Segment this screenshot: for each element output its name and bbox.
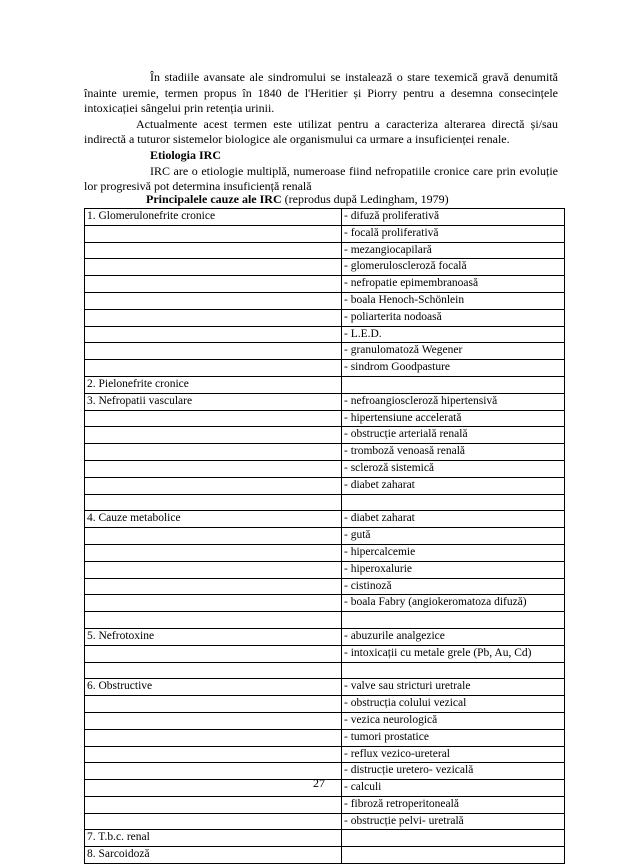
cause-cell <box>85 729 342 746</box>
table-row <box>85 427 565 444</box>
table-row <box>85 696 565 713</box>
cause-cell <box>85 612 342 629</box>
section-heading: Etiologia IRC <box>150 147 222 162</box>
table-row <box>85 444 565 461</box>
cause-cell <box>85 225 342 242</box>
detail-cell: - obstrucție pelvi- uretrală <box>342 813 565 830</box>
cause-cell: 5. Nefrotoxine <box>85 628 342 645</box>
cause-cell <box>85 242 342 259</box>
cause-cell <box>85 645 342 662</box>
cause-cell: 3. Nefropatii vasculare <box>85 393 342 410</box>
detail-cell: - granulomatoză Wegener <box>342 343 565 360</box>
cause-cell <box>85 746 342 763</box>
detail-cell <box>342 494 565 511</box>
page-number: 27 <box>313 776 325 790</box>
detail-cell: - intoxicații cu metale grele (Pb, Au, Cd) <box>342 645 565 662</box>
cause-cell: 7. T.b.c. renal <box>85 830 342 847</box>
table-row <box>85 376 565 393</box>
detail-cell: - reflux vezico-ureteral <box>342 746 565 763</box>
detail-cell: - diabet zaharat <box>342 477 565 494</box>
cause-cell <box>85 813 342 830</box>
cause-cell <box>85 561 342 578</box>
cause-cell <box>85 662 342 679</box>
table-row <box>85 544 565 561</box>
table-row <box>85 360 565 377</box>
table-row <box>85 578 565 595</box>
table-row <box>85 729 565 746</box>
detail-cell: - sindrom Goodpasture <box>342 360 565 377</box>
table-row <box>85 225 565 242</box>
table-row <box>85 746 565 763</box>
table-row <box>85 494 565 511</box>
table-row <box>85 460 565 477</box>
cause-cell <box>85 578 342 595</box>
detail-cell: - valve sau stricturi uretrale <box>342 679 565 696</box>
detail-cell: - calculi <box>342 780 565 797</box>
table-row <box>85 209 565 226</box>
table-row <box>85 679 565 696</box>
cause-cell: 8. Sarcoidoză <box>85 847 342 864</box>
table-row <box>85 511 565 528</box>
detail-cell: - hipercalcemie <box>342 544 565 561</box>
detail-cell: - mezangiocapilară <box>342 242 565 259</box>
table-row <box>85 477 565 494</box>
detail-cell: - difuză proliferativă <box>342 209 565 226</box>
table-row <box>85 628 565 645</box>
cause-cell <box>85 528 342 545</box>
cause-cell <box>85 544 342 561</box>
causes-table <box>84 208 565 864</box>
cause-cell <box>85 796 342 813</box>
table-row <box>85 830 565 847</box>
cause-cell <box>85 477 342 494</box>
paragraph-uremia: În stadiile avansate ale sindromului se instalează o stare texemică gravă denumită înainte uremie, termen propus în 1840 de l'Heritier și Piorry pentru a desemna consecințele intoxicației sângelui prin retenția urinii. <box>84 70 558 116</box>
caption-source: (reprodus după Ledingham, 1979) <box>281 192 449 206</box>
table-row <box>85 528 565 545</box>
cause-cell <box>85 696 342 713</box>
causes-table-body <box>85 209 565 864</box>
detail-cell <box>342 612 565 629</box>
detail-cell: - glomeruloscleroză focală <box>342 259 565 276</box>
table-row <box>85 813 565 830</box>
cause-cell <box>85 276 342 293</box>
table-row <box>85 410 565 427</box>
detail-cell: - obstrucție arterială renală <box>342 427 565 444</box>
cause-cell <box>85 292 342 309</box>
cause-cell: 4. Cauze metabolice <box>85 511 342 528</box>
detail-cell: - distrucție uretero- vezicală <box>342 763 565 780</box>
cause-cell <box>85 427 342 444</box>
detail-cell <box>342 830 565 847</box>
table-row <box>85 595 565 612</box>
table-row <box>85 393 565 410</box>
detail-cell: - scleroză sistemică <box>342 460 565 477</box>
detail-cell: - cistinoză <box>342 578 565 595</box>
table-row <box>85 309 565 326</box>
intro-text <box>84 70 558 195</box>
cause-cell: 6. Obstructive <box>85 679 342 696</box>
table-row <box>85 326 565 343</box>
paragraph-etiology: IRC are o etiologie multiplă, numeroase fiind nefropatiile cronice care prin evoluție lor progresivă pot determina insuficiență renală <box>84 163 558 194</box>
detail-cell: - tumori prostatice <box>342 729 565 746</box>
detail-cell: - boala Henoch-Schönlein <box>342 292 565 309</box>
detail-cell: - nefroangioscleroză hipertensivă <box>342 393 565 410</box>
detail-cell: - nefropatie epimembranoasă <box>342 276 565 293</box>
table-row <box>85 796 565 813</box>
cause-cell <box>85 309 342 326</box>
detail-cell: - tromboză venoasă renală <box>342 444 565 461</box>
detail-cell: - poliarterita nodoasă <box>342 309 565 326</box>
cause-cell <box>85 712 342 729</box>
cause-cell <box>85 460 342 477</box>
table-row <box>85 561 565 578</box>
detail-cell: - diabet zaharat <box>342 511 565 528</box>
detail-cell <box>342 376 565 393</box>
detail-cell: - obstrucția colului vezical <box>342 696 565 713</box>
detail-cell: - focală proliferativă <box>342 225 565 242</box>
table-row <box>85 612 565 629</box>
table-row <box>85 847 565 864</box>
detail-cell <box>342 662 565 679</box>
cause-cell <box>85 410 342 427</box>
cause-cell <box>85 444 342 461</box>
detail-cell: - abuzurile analgezice <box>342 628 565 645</box>
cause-cell <box>85 360 342 377</box>
detail-cell: - vezica neurologică <box>342 712 565 729</box>
detail-cell: - L.E.D. <box>342 326 565 343</box>
table-row <box>85 259 565 276</box>
table-row <box>85 343 565 360</box>
cause-cell <box>85 595 342 612</box>
cause-cell <box>85 343 342 360</box>
detail-cell: - gută <box>342 528 565 545</box>
cause-cell <box>85 326 342 343</box>
detail-cell: - boala Fabry (angiokeromatoza difuză) <box>342 595 565 612</box>
detail-cell: - hiperoxalurie <box>342 561 565 578</box>
table-caption <box>146 192 449 207</box>
table-row <box>85 292 565 309</box>
paragraph-current-usage: Actualmente acest termen este utilizat pentru a caracteriza alterarea directă și/sau indirectă a tuturor sistemelor biologice ale organismului ca urmare a insuficienței renale. <box>84 116 558 147</box>
detail-cell: - fibroză retroperitoneală <box>342 796 565 813</box>
cause-cell <box>85 494 342 511</box>
detail-cell: - hipertensiune accelerată <box>342 410 565 427</box>
table-row <box>85 242 565 259</box>
table-row <box>85 712 565 729</box>
caption-bold: Principalele cauze ale IRC <box>146 192 282 206</box>
cause-cell <box>85 259 342 276</box>
cause-cell: 1. Glomerulonefrite cronice <box>85 209 342 226</box>
cause-cell: 2. Pielonefrite cronice <box>85 376 342 393</box>
table-row <box>85 662 565 679</box>
detail-cell <box>342 847 565 864</box>
table-row <box>85 276 565 293</box>
table-row <box>85 645 565 662</box>
